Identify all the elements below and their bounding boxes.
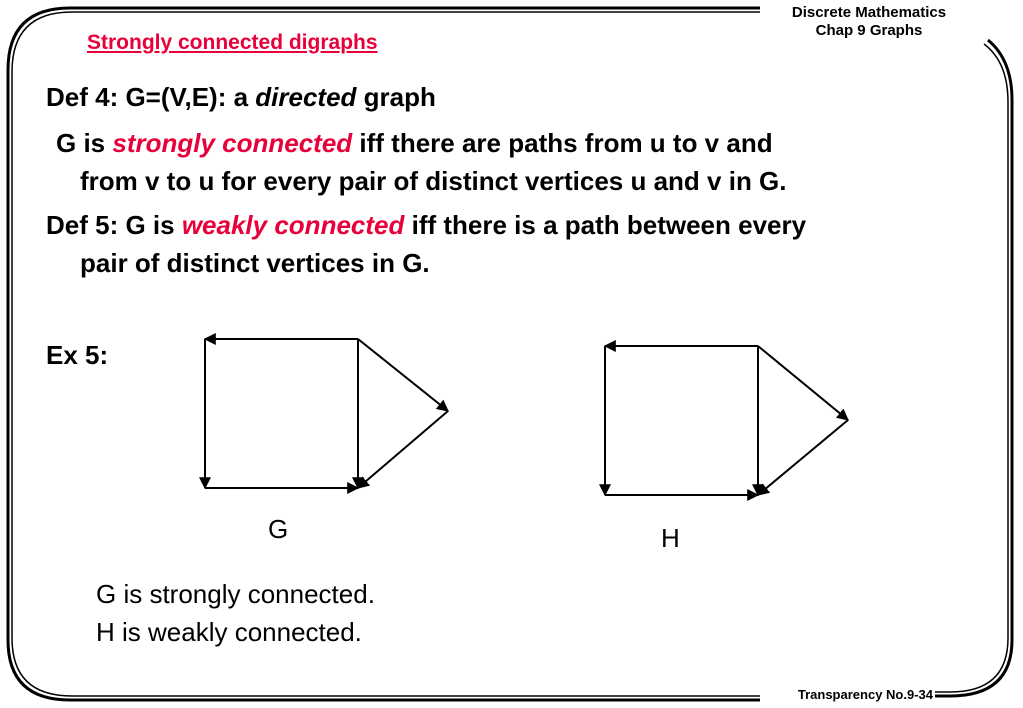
def4-suffix: graph	[356, 82, 436, 112]
graph-h-edge-lower-diagonal	[758, 420, 848, 495]
graph-g	[205, 339, 448, 488]
example-label: Ex 5:	[46, 340, 109, 370]
def5-emph: weakly connected	[181, 210, 405, 240]
def5-line2: pair of distinct vertices in G.	[80, 248, 430, 278]
conclusion	[96, 575, 375, 651]
slide-title: Strongly connected digraphs	[87, 31, 378, 54]
def4-emph: directed	[255, 82, 357, 112]
chapter-title: Chap 9 Graphs	[815, 22, 923, 39]
def5-rest: iff there is a path between every	[404, 210, 807, 240]
transparency-number: Transparency No.9-34	[797, 687, 933, 702]
strong-rest: iff there are paths from u to v and	[352, 128, 773, 158]
strong-def-line2: from v to u for every pair of distinct vertices u and v in G.	[80, 166, 787, 196]
conclusion-line1: G is strongly connected.	[96, 579, 375, 609]
def4-prefix: Def 4: G=(V,E): a	[46, 82, 256, 112]
course-title: Discrete Mathematics	[791, 4, 947, 21]
strong-prefix: G is	[56, 128, 113, 158]
graph-g-edge-upper-diagonal	[358, 339, 448, 411]
graph-h	[605, 346, 848, 495]
graph-g-label: G	[268, 514, 289, 544]
strong-emph: strongly connected	[112, 128, 353, 158]
graph-g-edge-lower-diagonal	[358, 411, 448, 488]
graph-h-label: H	[661, 523, 680, 553]
def5-prefix: Def 5: G is	[46, 210, 182, 240]
conclusion-line2: H is weakly connected.	[96, 617, 362, 647]
graph-h-edge-upper-diagonal	[758, 346, 848, 420]
